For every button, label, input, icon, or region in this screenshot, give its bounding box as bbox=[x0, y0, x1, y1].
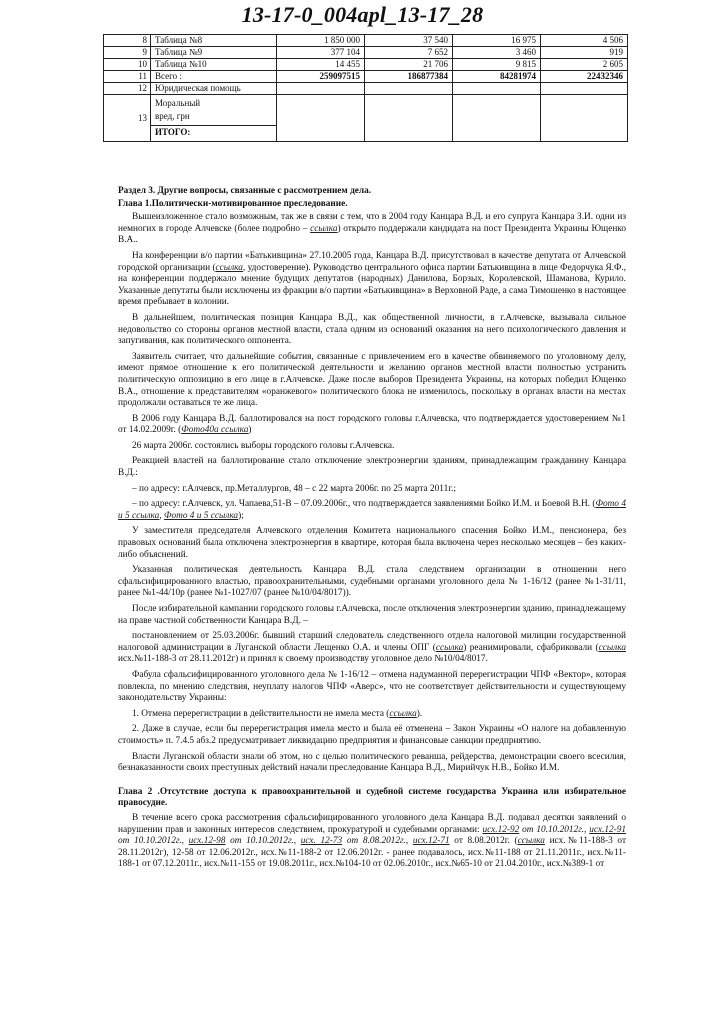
section-3-title: Раздел 3. Другие вопросы, связанные с рассмотрением дела. bbox=[118, 186, 372, 196]
link[interactable]: ссылка bbox=[310, 223, 338, 234]
table-cell-c3: 3 460 bbox=[453, 47, 541, 59]
chapter-1-title: Глава 1.Политически-мотивированное преследование. bbox=[118, 198, 348, 209]
table-cell-c3: 9 815 bbox=[453, 59, 541, 71]
table-cell-name: Юридическая помощь bbox=[151, 83, 277, 95]
paragraph-6: 26 марта 2006г. состоялись выборы городского головы г.Алчевска. bbox=[132, 440, 395, 451]
paragraph-5: В 2006 году Канцара В.Д. баллотировался на пост городского головы г.Алчевска, что подтверждается удостоверением №1 от 14.02.2009г. (Фото40а ссылка) bbox=[118, 413, 626, 436]
table-cell-c4: 4 506 bbox=[541, 35, 628, 47]
table-cell-c3: 16 975 bbox=[453, 35, 541, 47]
table-cell-name: Таблица №9 bbox=[151, 47, 277, 59]
paragraph-10: У заместителя председателя Алчевского отделения Комитета национального спасения Бойко И.М., пенсионера, без правовых оснований была отключена электроэнергия в квартире, которая была включена через несколько месяцев – без каких-либо объяснений. bbox=[118, 526, 626, 560]
link[interactable]: исх.12-91 bbox=[589, 824, 627, 835]
table-cell-c1: 1 850 000 bbox=[277, 35, 365, 47]
table-row bbox=[104, 71, 628, 83]
link[interactable]: исх.12-71 bbox=[412, 836, 450, 847]
table-cell-idx: 11 bbox=[104, 71, 151, 83]
link[interactable]: исх. 12-73 bbox=[300, 836, 343, 847]
paragraph-1: Вышеизложенное стало возможным, так же в связи с тем, что в 2004 году Канцара В.Д. и его супруга Канцара З.И. одни из немногих в городе Алчевске (более подробно – ссылка) открыто поддержали кандидата на пост Президента Украины Ющенко В.А.. bbox=[118, 212, 626, 246]
paragraph-2: На конференции в/о партии «Батькивщина» 27.10.2005 года, Канцара В.Д. присутствовал в качестве депутата от Алчевской городской организации (ссылка, удостоверение). Руководство центрального офиса партии Батькивщина в лице Федорчука Я.Ф., на конференции поддержало мнение будущих депутатов (народных) Данилова, Борзых, Королевской, Шаманова, Курило. Указанные депутаты были исключены из фракции в/о партии «Батькивщина» в Верховной Раде, а сама Тимошенко в настоящее время пребывает в колонии. bbox=[118, 250, 626, 308]
table-cell-idx: 12 bbox=[104, 83, 151, 95]
table-cell-c2: 186877384 bbox=[365, 71, 453, 83]
paragraph-17: Власти Луганской области знали об этом, но с целью политического реванша, рейдерства, демонстрации своего всесилия, безнаказанности своих преступных действий начали преследование Канцара В.Д., Мирийчук Н.В., Бойко И.М. bbox=[118, 751, 626, 774]
link[interactable]: Фото 4 и 5 ссылка bbox=[163, 510, 239, 521]
link[interactable]: исх.12-98 bbox=[188, 836, 226, 847]
paragraph-9: – по адресу: г.Алчевск, ул. Чапаева,51-В – 07.09.2006г., что подтверждается заявлениями Бойко И.М. и Боевой В.Н. (Фото 4 и 5 ссылка, Фото 4 и 5 ссылка); bbox=[118, 499, 626, 521]
table-row bbox=[104, 59, 628, 71]
paragraph-13: постановлением от 25.03.2006г. бывший старший следователь следственного отдела налоговой милиции государственной налоговой администрации в Луганской области Лещенко О.А. и члены ОПГ (ссылка) реанимировали, сфабриковали (ссылка исх.№11-188-3 от 28.11.2012г) и принял к своему производству уголовное дело №10/04/8017. bbox=[118, 631, 626, 665]
link[interactable]: ссылка bbox=[517, 836, 545, 847]
table-cell-idx: 13 bbox=[104, 95, 151, 142]
link[interactable]: ссылка bbox=[598, 642, 626, 653]
paragraph-12: После избирательной кампании городского головы г.Алчевска, после отключения электроэнергии зданию, принадлежащему на праве частной собственности Канцара В.Д. – bbox=[118, 604, 626, 626]
page-title: 13-17-0_004apl_13-17_28 bbox=[241, 2, 484, 27]
link[interactable]: ссылка bbox=[215, 262, 243, 273]
table-row bbox=[104, 83, 628, 95]
table-row bbox=[104, 47, 628, 59]
paragraph-18: В течение всего срока рассмотрения сфальсифицированного уголовного дела Канцара В.Д. подавал десятки заявлений о нарушении прав и законных интересов следствием, прокуратурой и судебными органами: исх.12-92 от 10.10.2012г., исх.12-91 от 10.10.2012г., исх.12-98 от 10.10.2012г., исх. 12-73 от 8.08.2012г., исх.12-71 от 8.08.2012г. (ссылка исх.№11-188-3 от 28.11.2012г), 12-58 от 12.06.2012г., исх.№11-188-2 от 12.06.2012г. - ранее подавалось, исх.№11-188 от 21.11.2011г., исх.№11-188-1 от 07.12.2011г., исх.№11-155 от 19.08.2011г., исх.№104-10 от 02.06.2010г., исх.№65-10 от 21.04.2010г., исх.№389-1 от bbox=[118, 812, 627, 870]
link[interactable]: ссылка bbox=[435, 642, 464, 653]
table-cell-c1: 377 104 bbox=[277, 47, 365, 59]
table-cell-idx: 9 bbox=[104, 47, 151, 59]
table-cell-c4: 919 bbox=[541, 47, 628, 59]
paragraph-8: – по адресу: г.Алчевск, пр.Металлургов, 48 – с 22 марта 2006г. по 25 марта 2011г.; bbox=[132, 483, 456, 494]
paragraph-14: Фабула сфальсифицированного уголовного дела № 1-16/12 – отмена надуманной перерегистрации ЧПФ «Вектор», которая повлекла, по мнению следствия, неуплату налогов ЧПФ «Аверс», что не соответствует действительности и существующему законодательству Украины: bbox=[118, 669, 626, 704]
table-cell-name: Таблица №8 bbox=[151, 35, 277, 47]
link[interactable]: исх.12-92 bbox=[482, 824, 520, 835]
table-cell-c4: 22432346 bbox=[541, 71, 628, 83]
chapter-2-title: Глава 2 .Отсутствие доступа к правоохранительной и судебной системе государства Украина или избирательное правосудие. bbox=[118, 786, 626, 809]
table-cell-name bbox=[151, 95, 277, 142]
section-3 bbox=[118, 186, 626, 875]
table-cell-c1: 259097515 bbox=[277, 71, 365, 83]
table-cell-name: Всего : bbox=[151, 71, 277, 83]
table-cell-idx: 8 bbox=[104, 35, 151, 47]
moral-damage-label: Моральный вред, грн bbox=[155, 98, 201, 121]
paragraph-11: Указанная политическая деятельность Канцара В.Д. стала следствием организации в отношении него сфальсифицированного властью, правоохранительными, судебными органами уголовного дела № 1-16/12 (ранее №1-31/11, ранее №1-44/10р (ранее №1-1027/07 (ранее №10/04/8017)). bbox=[118, 565, 626, 599]
paragraph-15: 1. Отмена перерегистрации в действительности не имела места (ссылка). bbox=[132, 708, 423, 719]
table-cell-c2: 21 706 bbox=[365, 59, 453, 71]
table-cell-idx: 10 bbox=[104, 59, 151, 71]
table-cell-c2: 7 652 bbox=[365, 47, 453, 59]
paragraph-3: В дальнейшем, политическая позиция Канцара В.Д., как общественной личности, в г.Алчевске, вызывала сильное недовольство со стороны органов местной власти, стала одним из оснований оказания на него психологического давления и запугивания, как политического оппонента. bbox=[118, 312, 626, 347]
paragraph-4: Заявитель считает, что дальнейшие события, связанные с привлечением его в качестве обвиняемого по уголовному делу, имеют прямое отношение к его политической деятельности и желанию органов местной власти полностью устранить политическую оппозицию в его лице в г.Алчевске. Даже после выборов Президента Украины, на которых победил Ющенко В.А., отношение к представителям «оранжевого» политического блока не изменилось, поскольку в органах власти на местах продолжали оставаться те же лица. bbox=[118, 351, 626, 409]
table-cell-c1: 14 455 bbox=[277, 59, 365, 71]
table-row bbox=[104, 35, 628, 47]
table-cell-c3: 84281974 bbox=[453, 71, 541, 83]
link[interactable]: Фото 4 и 5 ссылка bbox=[118, 499, 626, 521]
paragraph-16: 2. Даже в случае, если бы перерегистрация имела место и была её отменена – Закон Украины «О налоге на добавленную стоимость» п. 7.4.5 абз.2 предусматривает ликвидацию предприятия и финансовые санкции предприятию. bbox=[118, 724, 626, 746]
table-cell-c2: 37 540 bbox=[365, 35, 453, 47]
table-cell-name: Таблица №10 bbox=[151, 59, 277, 71]
paragraph-7: Реакцией властей на баллотирование стало отключение электроэнергии зданиям, принадлежащим гражданину Канцара В.Д.: bbox=[118, 456, 626, 479]
damages-table bbox=[103, 34, 628, 142]
total-label: ИТОГО: bbox=[151, 125, 276, 138]
table-row bbox=[104, 95, 628, 142]
link[interactable]: Фото40а ссылка bbox=[181, 425, 249, 436]
link[interactable]: ссылка bbox=[389, 708, 417, 719]
table-cell-c4: 2 605 bbox=[541, 59, 628, 71]
